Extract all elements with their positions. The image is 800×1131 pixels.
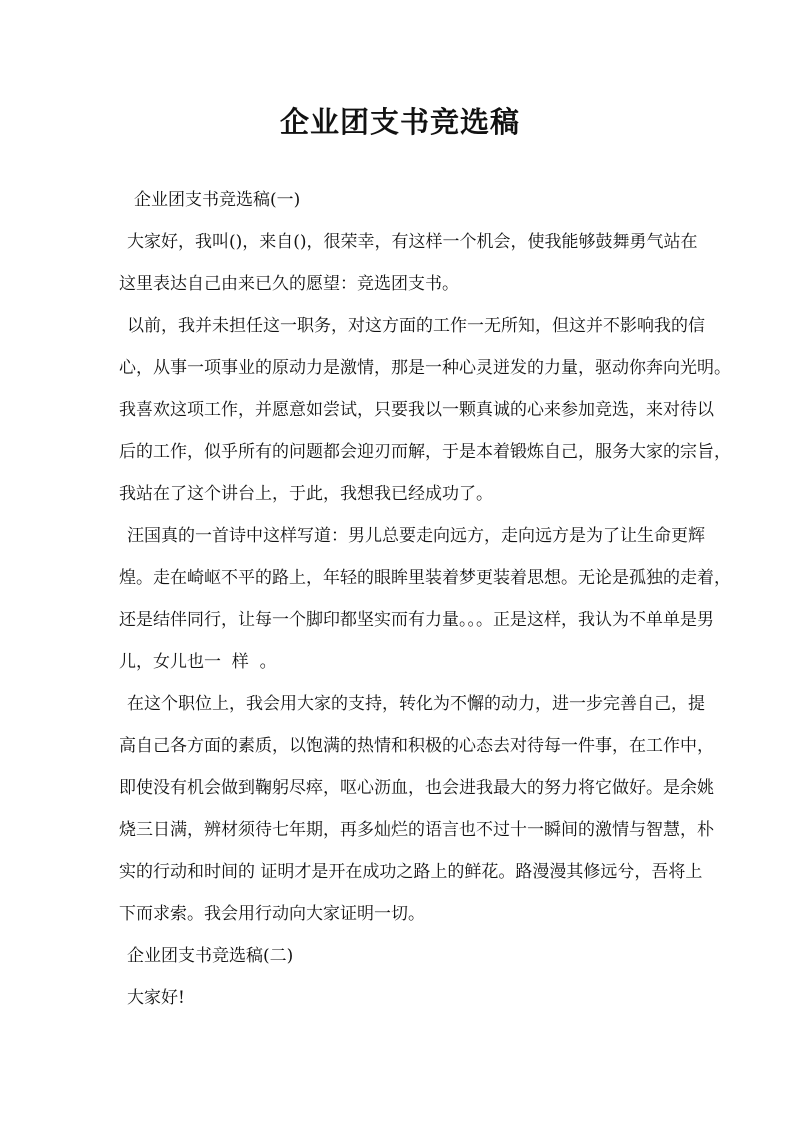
- section-heading: 企业团支书竞选稿(二): [127, 946, 294, 966]
- text-line: 烧三日满，辨材须待七年期，再多灿烂的语言也不过十一瞬间的激情与智慧，朴: [119, 820, 714, 840]
- text-line: 汪国真的一首诗中这样写道：男儿总要走向远方，走向远方是为了让生命更辉: [127, 526, 705, 546]
- text-line: 我喜欢这项工作，并愿意如尝试，只要我以一颗真诚的心来参加竞选，来对待以: [119, 400, 714, 420]
- text-line: 实的行动和时间的 证明才是开在成功之路上的鲜花。路漫漫其修远兮，吾将上: [119, 862, 703, 882]
- text-line: 后的工作，似乎所有的问题都会迎刃而解，于是本着锻炼自己，服务大家的宗旨，: [119, 442, 731, 462]
- text-line: 我站在了这个讲台上，于此，我想我已经成功了。: [119, 484, 493, 504]
- section-heading: 企业团支书竞选稿(一): [134, 190, 301, 210]
- document-body: [119, 179, 731, 1019]
- text-line: 这里表达自己由来已久的愿望：竞选团支书。: [119, 274, 459, 294]
- text-line: 儿，女儿也一 样 。: [119, 652, 277, 672]
- text-line: 在这个职位上，我会用大家的支持，转化为不懈的动力，进一步完善自己，提: [127, 694, 705, 714]
- text-line: 大家好，我叫()，来自()，很荣幸，有这样一个机会，使我能够鼓舞勇气站在: [127, 232, 698, 252]
- text-line: 心，从事一项事业的原动力是激情，那是一种心灵迸发的力量，驱动你奔向光明。: [119, 358, 731, 378]
- text-line: 以前，我并未担任这一职务，对这方面的工作一无所知，但这并不影响我的信: [127, 316, 705, 336]
- text-line: 下而求索。我会用行动向大家证明一切。: [119, 904, 425, 924]
- text-line: 高自己各方面的素质，以饱满的热情和积极的心态去对待每一件事，在工作中，: [119, 736, 714, 756]
- text-line: 煌。走在崎岖不平的路上，年轻的眼眸里装着梦更装着思想。无论是孤独的走着，: [119, 568, 731, 588]
- text-line: 即使没有机会做到鞠躬尽瘁，呕心沥血，也会进我最大的努力将它做好。是余姚: [119, 778, 714, 798]
- text-line: 大家好!: [127, 988, 185, 1008]
- text-line: 还是结伴同行，让每一个脚印都坚实而有力量。。。正是这样，我认为不单单是男: [119, 610, 714, 630]
- document-title: 企业团支书竞选稿: [279, 105, 520, 139]
